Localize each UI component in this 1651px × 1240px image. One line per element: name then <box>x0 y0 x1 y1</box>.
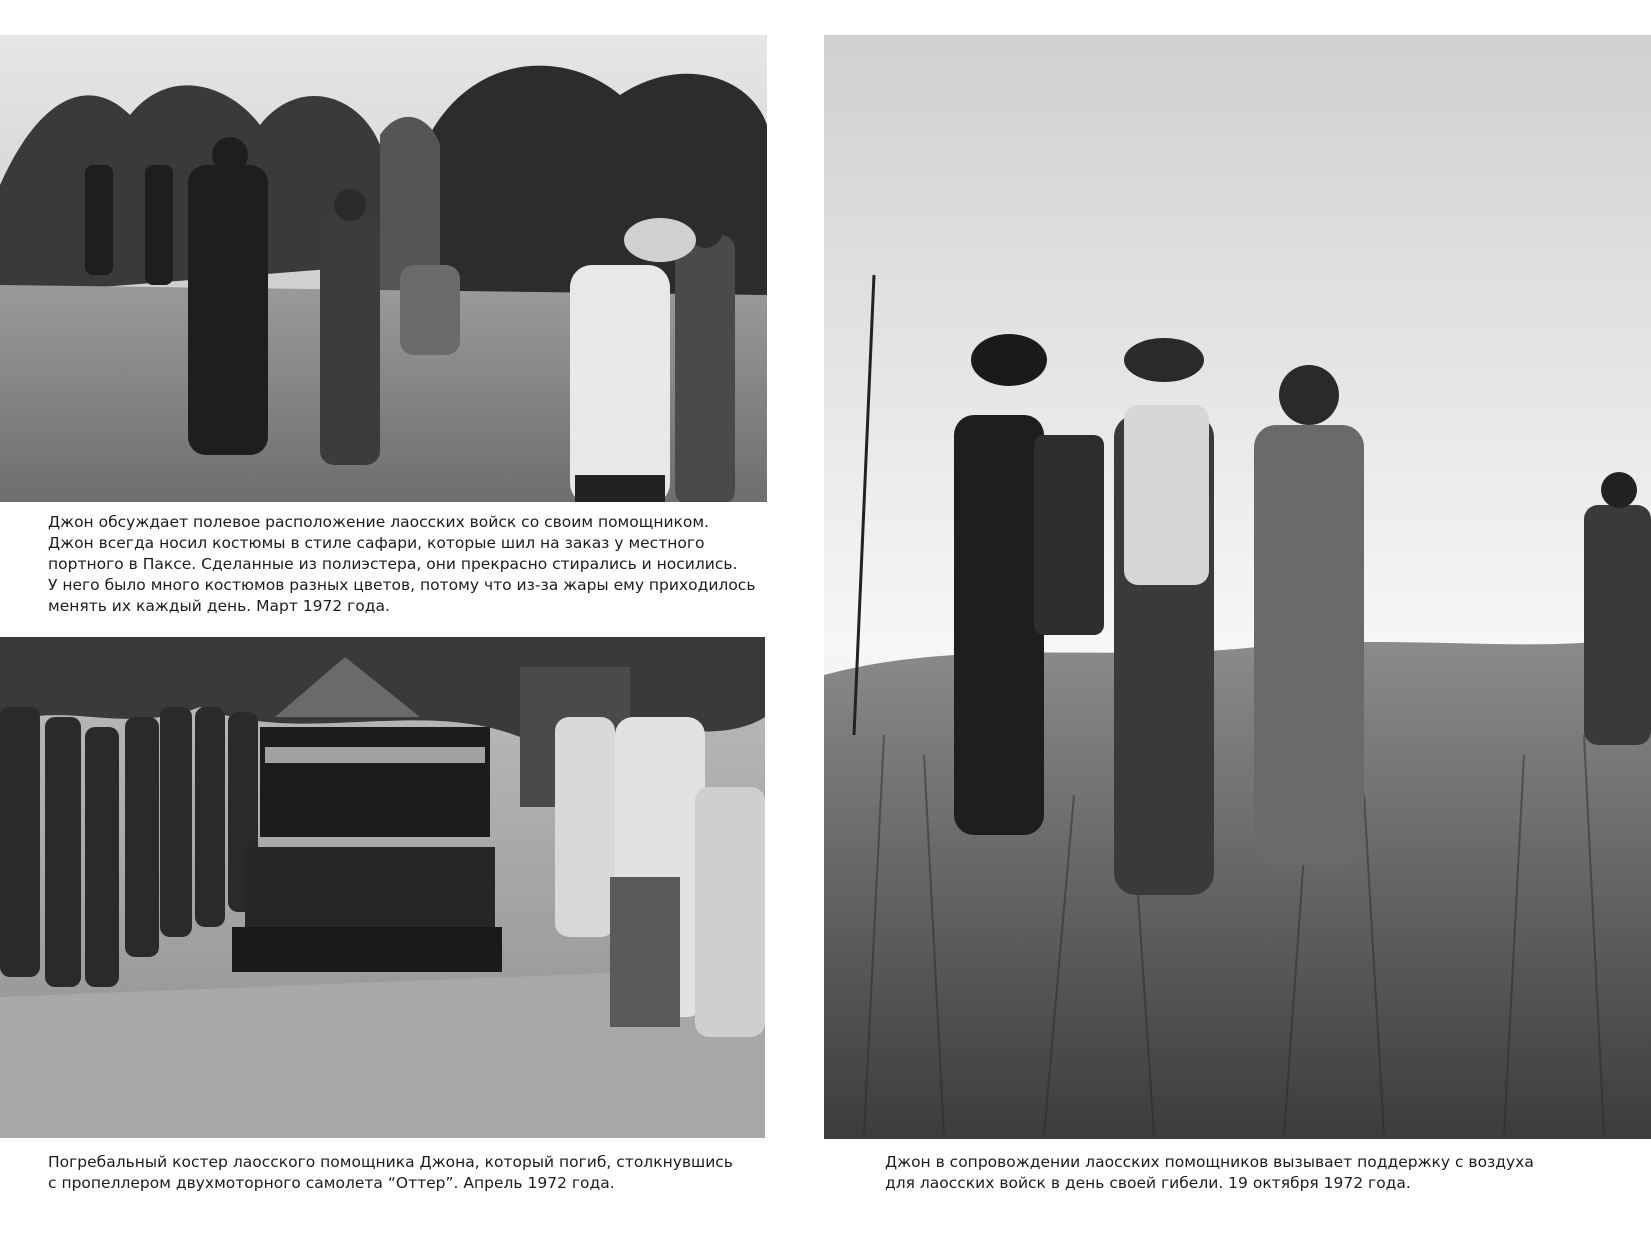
photo-field-meeting <box>0 35 767 502</box>
caption-line: портного в Паксе. Сделанные из полиэстера, они прекрасно стирались и носились. <box>48 555 738 573</box>
caption-line: Джон всегда носил костюмы в стиле сафари, которые шил на заказ у местного <box>48 534 705 552</box>
caption-line: для лаосских войск в день своей гибели. 19 октября 1972 года. <box>885 1174 1411 1192</box>
caption-funeral-pyre <box>48 1152 758 1194</box>
caption-field-meeting <box>48 512 758 617</box>
caption-line: с пропеллером двухмоторного самолета “Оттер”. Апрель 1972 года. <box>48 1174 615 1192</box>
caption-line: Погребальный костер лаосского помощника Джона, который погиб, столкнувшись <box>48 1153 733 1171</box>
photo-field-meeting-image <box>0 35 767 502</box>
caption-line: Джон обсуждает полевое расположение лаосских войск со своим помощником. <box>48 513 710 531</box>
photo-funeral-pyre-image <box>0 637 765 1138</box>
photo-funeral-pyre <box>0 637 765 1138</box>
caption-line: Джон в сопровождении лаосских помощников вызывает поддержку с воздуха <box>885 1153 1534 1171</box>
photo-air-support-image <box>824 35 1651 1139</box>
caption-air-support <box>885 1152 1625 1194</box>
photo-air-support <box>824 35 1651 1139</box>
caption-line: менять их каждый день. Март 1972 года. <box>48 597 390 615</box>
caption-line: У него было много костюмов разных цветов, потому что из-за жары ему приходилось <box>48 576 756 594</box>
